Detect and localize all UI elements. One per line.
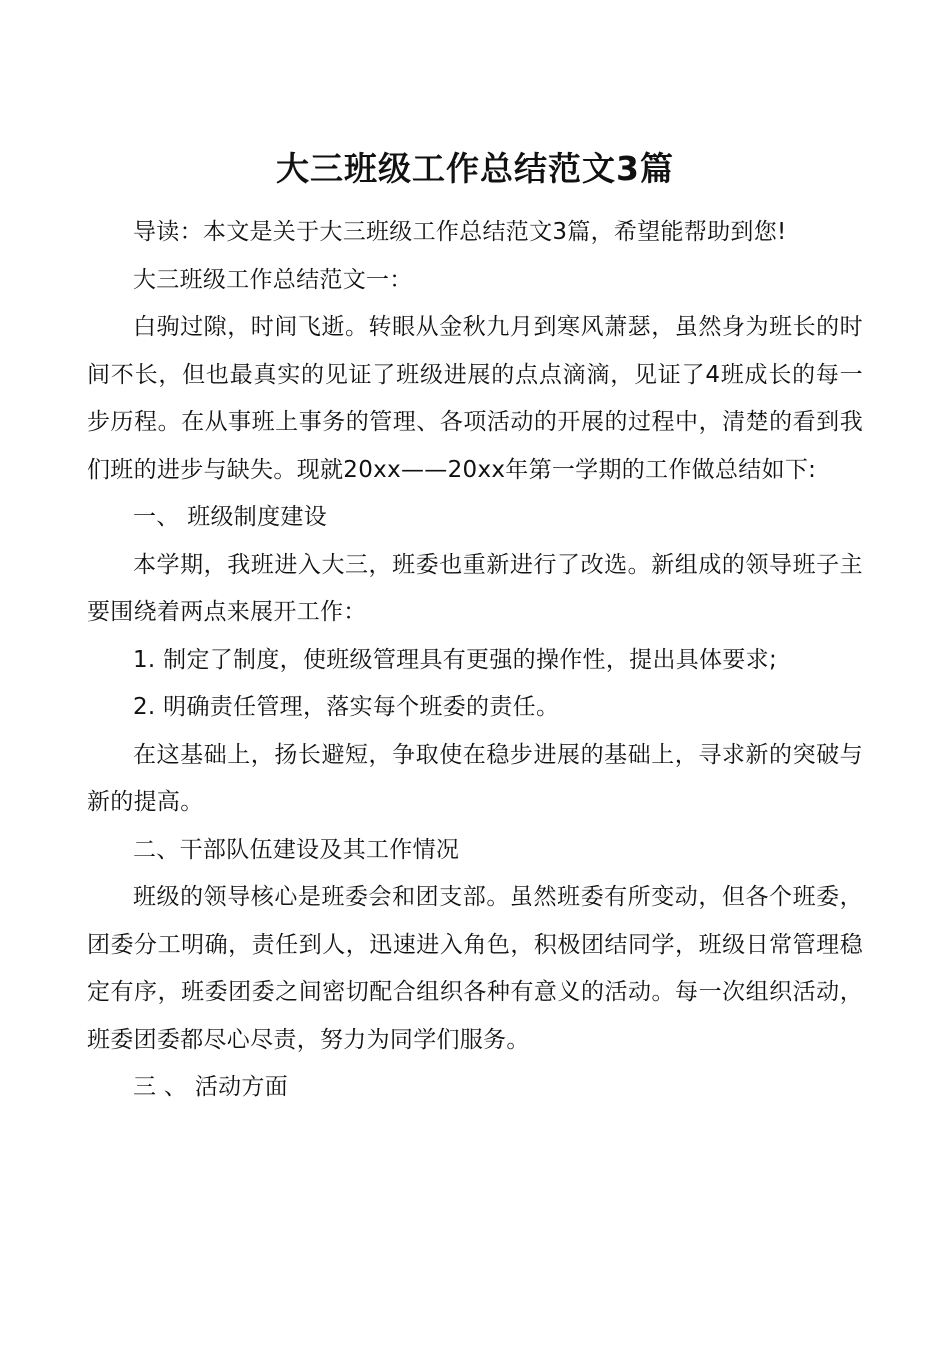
body-paragraph: 白驹过隙，时间飞逝。转眼从金秋九月到寒风萧瑟，虽然身为班长的时间不长，但也最真实的见证了班级进展的点点滴滴，见证了4班成长的每一步历程。在从事班上事务的管理、各项活动的开展的过程中，清楚的看到我们班的进步与缺失。现就20xx——20xx年第一学期的工作做总结如下: — [87, 314, 863, 483]
section-heading: 大三班级工作总结范文一： — [133, 266, 413, 293]
section-heading: 一、 班级制度建设 — [133, 504, 328, 530]
body-paragraph: 在这基础上，扬长避短，争取使在稳步进展的基础上，寻求新的突破与新的提高。 — [87, 741, 863, 815]
section-heading: 二、干部队伍建设及其工作情况 — [133, 836, 460, 863]
body-paragraph: 本学期，我班进入大三，班委也重新进行了改选。新组成的领导班子主要围绕着两点来展开工作： — [87, 551, 863, 625]
section-heading: 三 、 活动方面 — [133, 1074, 289, 1100]
list-item: 2. 明确责任管理，落实每个班委的责任。 — [133, 694, 560, 720]
document-body — [87, 209, 863, 1112]
body-paragraph: 班级的领导核心是班委会和团支部。虽然班委有所变动，但各个班委，团委分工明确，责任到人，迅速进入角色，积极团结同学，班级日常管理稳定有序，班委团委之间密切配合组织各种有意义的活动。每一次组织活动，班委团委都尽心尽责，努力为同学们服务。 — [87, 884, 863, 1053]
intro-paragraph: 导读：本文是关于大三班级工作总结范文3篇，希望能帮助到您! — [133, 219, 787, 245]
list-item: 1. 制定了制度，使班级管理具有更强的操作性，提出具体要求; — [133, 646, 778, 673]
document-title: 大三班级工作总结范文3篇 — [276, 149, 674, 188]
